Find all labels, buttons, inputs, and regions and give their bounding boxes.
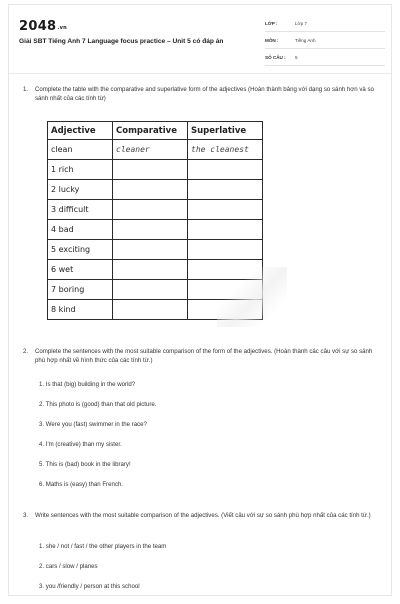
logo-suffix: .vn — [57, 25, 68, 31]
table-header-row — [48, 122, 263, 140]
document-page — [8, 4, 392, 596]
meta-value: 5 — [295, 55, 298, 60]
answer-cell: the cleanest — [188, 140, 263, 160]
exercise-item: 3. you /friendly / person at this school — [39, 583, 140, 590]
table-cell: 4 bad — [48, 220, 113, 240]
table-row — [48, 300, 263, 320]
document-header — [19, 15, 381, 63]
answer-cell[interactable] — [188, 300, 263, 320]
exercise-item: 1. she / not / fast / the other players in the team — [39, 543, 167, 550]
table-header: Superlative — [188, 122, 263, 140]
answer-cell[interactable] — [113, 240, 188, 260]
answer-cell[interactable] — [113, 220, 188, 240]
question-number: 3. — [23, 512, 29, 519]
table-row — [48, 200, 263, 220]
question-text: Complete the table with the comparative and superlative form of the adjectives (Hoàn thành bảng với dạng so sánh hơn và so sánh nhất của các tính từ) — [35, 86, 374, 102]
answer-cell[interactable] — [113, 260, 188, 280]
answer-cell[interactable] — [113, 200, 188, 220]
logo-text: 2048 — [19, 19, 57, 34]
meta-row-count — [265, 52, 385, 66]
answer-cell[interactable] — [188, 200, 263, 220]
table-cell: 1 rich — [48, 160, 113, 180]
answer-cell[interactable] — [188, 280, 263, 300]
question-number: 1. — [23, 86, 29, 93]
table-cell: 3 difficult — [48, 200, 113, 220]
table-row — [48, 180, 263, 200]
answer-cell[interactable] — [113, 180, 188, 200]
exercise-item: 2. cars / slow / planes — [39, 563, 98, 570]
meta-key: LỚP : — [265, 21, 278, 26]
table-row — [48, 220, 263, 240]
table-header: Comparative — [113, 122, 188, 140]
document-title: Giải SBT Tiếng Anh 7 Language focus practice – Unit 5 có đáp án — [19, 38, 224, 45]
answer-cell[interactable] — [188, 220, 263, 240]
exercise-item: 3. Were you (fast) swimmer in the race? — [39, 421, 147, 428]
table-row-example — [48, 140, 263, 160]
meta-value: Tiếng Anh — [295, 38, 316, 43]
question-3 — [23, 511, 379, 520]
answer-cell: cleaner — [113, 140, 188, 160]
exercise-item: 4. I'm (creative) than my sister. — [39, 441, 122, 448]
table-row — [48, 280, 263, 300]
table-header: Adjective — [48, 122, 113, 140]
question-2 — [23, 347, 379, 365]
question-text: Write sentences with the most suitable comparison of the adjectives. (Viết câu với sự so sánh phù hợp nhất của các tính từ.) — [35, 512, 371, 519]
answer-cell[interactable] — [113, 160, 188, 180]
meta-value: Lớp 7 — [295, 21, 307, 26]
header-divider — [9, 73, 392, 74]
adjective-table — [47, 121, 263, 320]
meta-info — [265, 18, 385, 69]
answer-cell[interactable] — [113, 300, 188, 320]
table-cell: 8 kind — [48, 300, 113, 320]
answer-cell[interactable] — [188, 240, 263, 260]
question-number: 2. — [23, 348, 29, 355]
question-text: Complete the sentences with the most suitable comparison of the form of the adjectives. (Hoàn thành các câu với sự so sánh phù hợp nhất về hình thức của các tính từ.) — [35, 348, 373, 364]
site-logo[interactable] — [19, 19, 67, 34]
exercise-item: 2. This photo is (good) than that old picture. — [39, 401, 157, 408]
question-1 — [23, 85, 379, 103]
table-row — [48, 260, 263, 280]
table-row — [48, 240, 263, 260]
table-cell: 2 lucky — [48, 180, 113, 200]
meta-key: SỐ CÂU : — [265, 55, 286, 60]
meta-key: MÔN : — [265, 38, 279, 43]
meta-row-subject — [265, 35, 385, 49]
exercise-item: 1. Is that (big) building in the world? — [39, 381, 136, 388]
table-cell: 5 exciting — [48, 240, 113, 260]
table-row — [48, 160, 263, 180]
answer-cell[interactable] — [188, 160, 263, 180]
table-cell: 6 wet — [48, 260, 113, 280]
answer-cell[interactable] — [188, 180, 263, 200]
meta-row-class — [265, 18, 385, 32]
table-cell: 7 boring — [48, 280, 113, 300]
answer-cell[interactable] — [113, 280, 188, 300]
exercise-item: 6. Maths is (easy) than French. — [39, 481, 123, 488]
table-cell: clean — [48, 140, 113, 160]
exercise-item: 5. This is (bad) book in the library! — [39, 461, 131, 468]
answer-cell[interactable] — [188, 260, 263, 280]
